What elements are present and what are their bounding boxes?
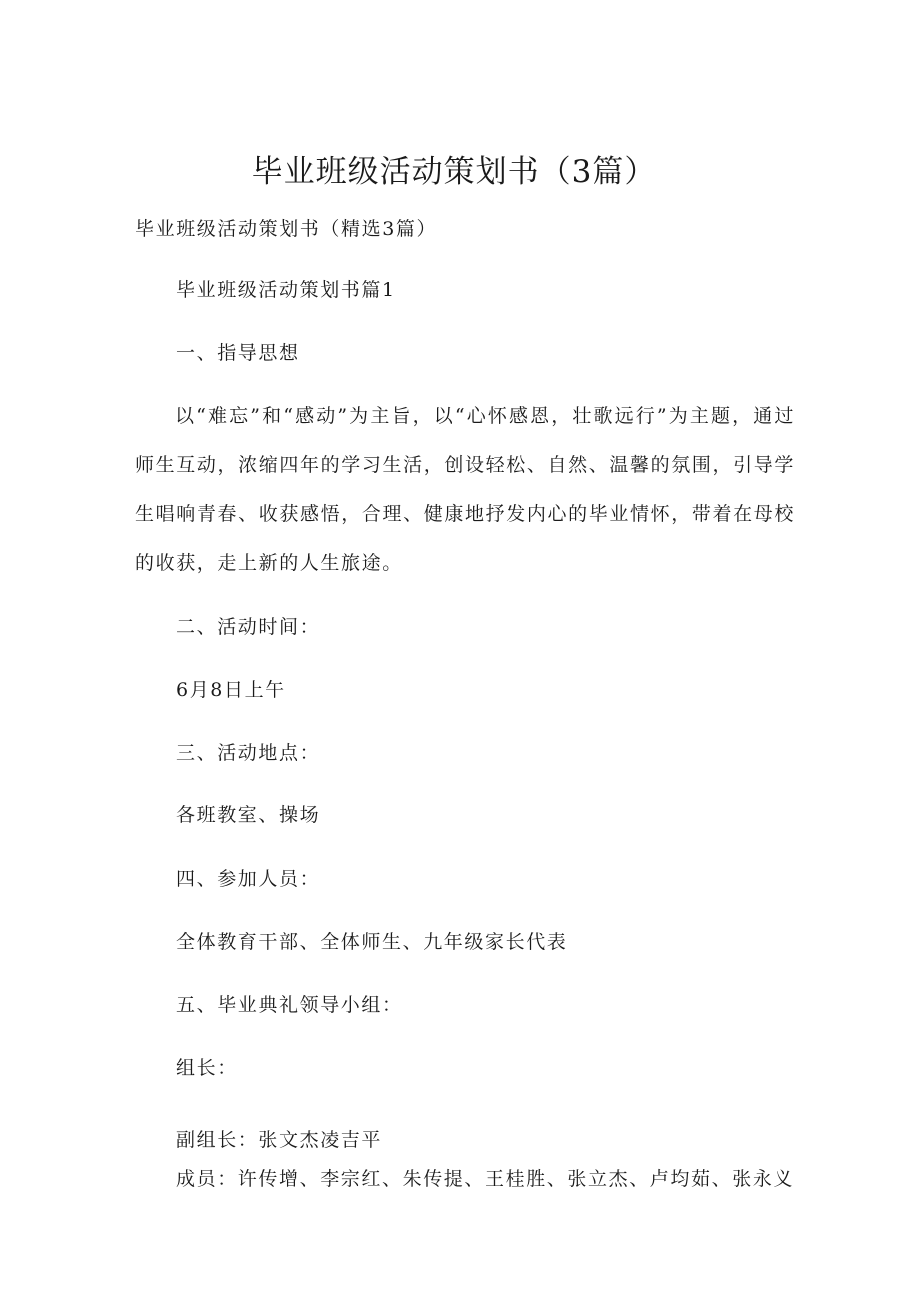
document-subtitle: 毕业班级活动策划书（精选3篇） [135,218,438,240]
place-text: 各班教室、操场 [176,804,321,826]
participants-heading: 四、参加人员： [176,868,321,890]
participants-text: 全体教育干部、全体师生、九年级家长代表 [176,931,568,953]
place-heading: 三、活动地点： [176,742,321,764]
guiding-heading: 一、指导思想 [176,342,300,364]
time-heading: 二、活动时间： [176,616,321,638]
members-line: 成员：许传增、李宗红、朱传提、王桂胜、张立杰、卢均茹、张永义 [176,1168,795,1190]
time-text: 6月8日上午 [176,679,286,701]
document-title: 毕业班级活动策划书（3篇） [251,154,657,190]
deputy-line: 副组长：张文杰凌吉平 [176,1129,383,1151]
group-heading: 五、毕业典礼领导小组： [176,994,403,1016]
guiding-paragraph: 以“难忘”和“感动”为主旨，以“心怀感恩，壮歌远行”为主题，通过师生互动，浓缩四年的学习生活，创设轻松、自然、温馨的氛围，引导学生唱响青春、收获感悟，合理、健康地抒发内心的毕业情怀，带着在母校的收获，走上新的人生旅途。 [135,405,795,574]
leader-line: 组长： [176,1057,238,1079]
section-heading: 毕业班级活动策划书篇1 [176,279,396,301]
